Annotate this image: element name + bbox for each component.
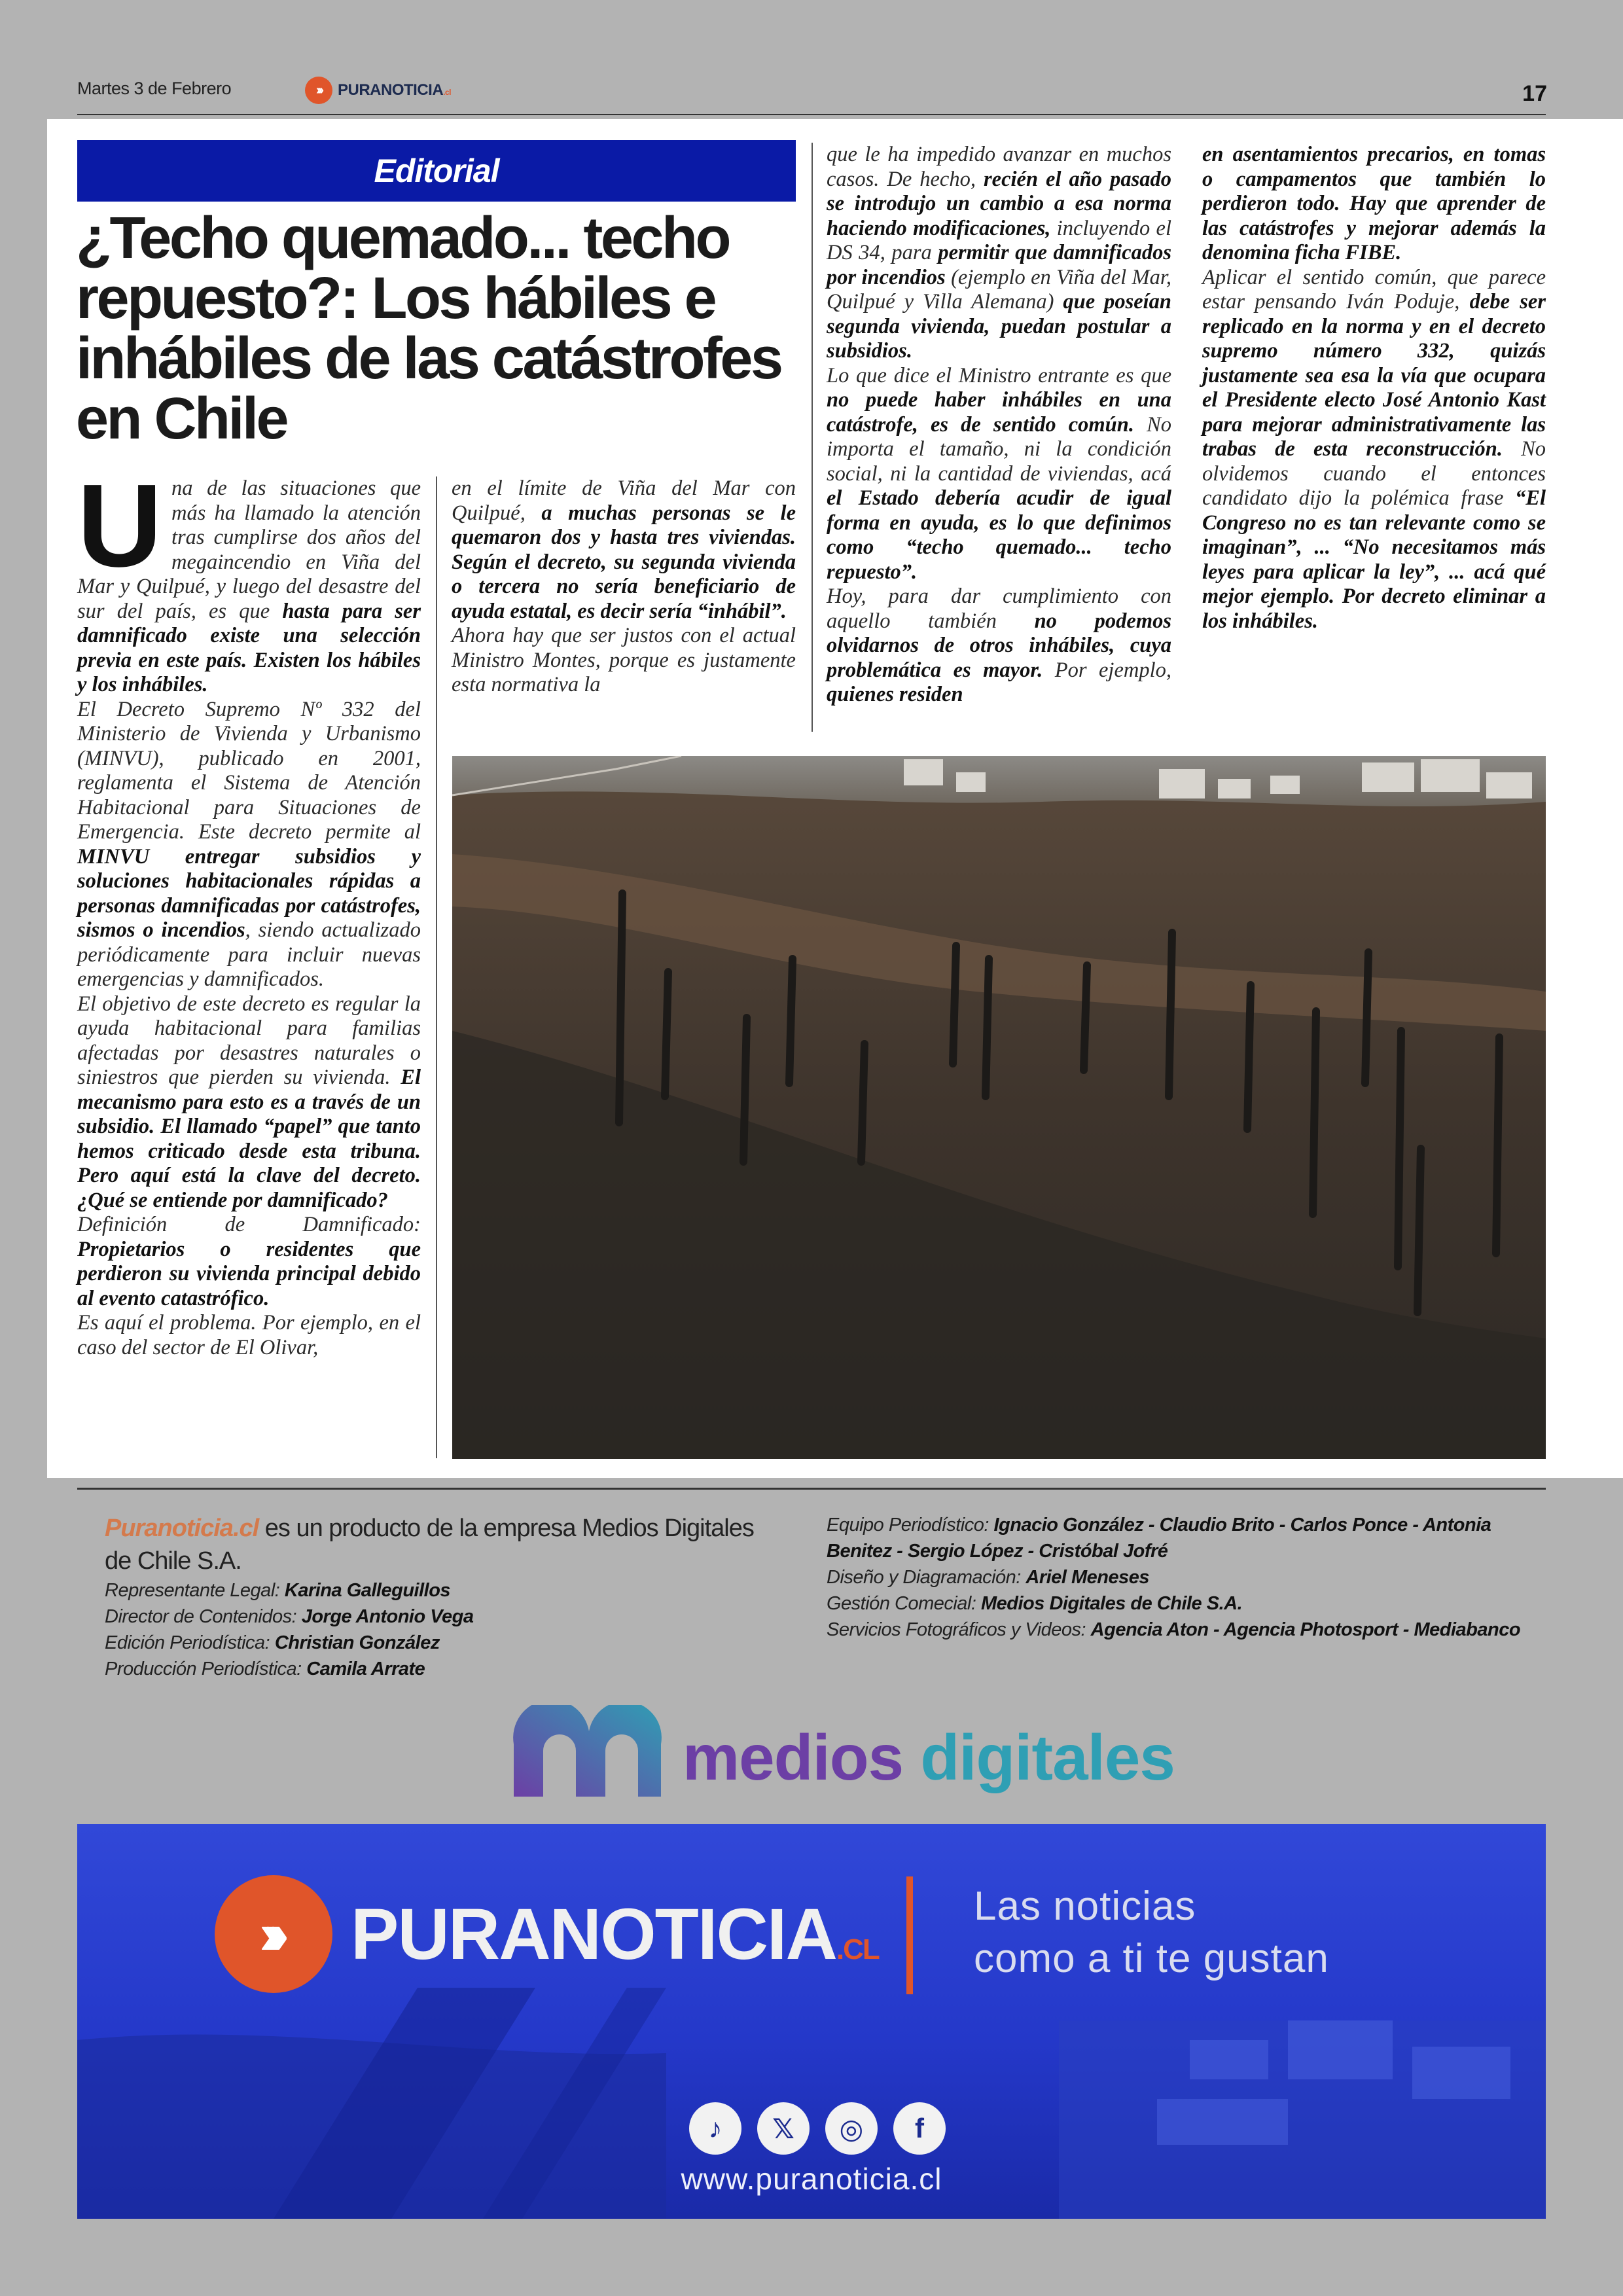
article-column-3: que le ha impedido avanzar en muchos casos. De hecho, recién el año pasado se introdujo un cambio a esa norma haciendo modificaciones, incluyendo el DS 34, para permitir que damnificados por incendios (ejemplo en Viña del Mar, Quilpué y Villa Alemana) que poseían segunda vivienda, puedan postular a subsidios. Lo que dice el Ministro entrante es que no puede haber inhábiles en una catástrofe, es de sentido común. No importa el tamaño, ni la condición social, ni la cantidad de viviendas, acá el Estado debería acudir de igual forma en ayuda, es lo que definimos como “techo quemado... techo repuesto”. Hoy, para dar cumplimiento con aquello también no podemos olvidarnos de otros inhábiles, cuya problemática es mayor. Por ejemplo, quienes residen: [827, 143, 1172, 706]
credit-line: Servicios Fotográficos y Videos: Agencia Aton - Agencia Photosport - Mediabanco: [827, 1619, 1521, 1640]
publisher-intro: Puranoticia.cl es un producto de la empresa Medios Digitales de Chile S.A.: [105, 1515, 754, 1575]
credits-right: [827, 1512, 1546, 1643]
instagram-icon[interactable]: ◎: [825, 2102, 878, 2155]
credit-line: Gestión Comecial: Medios Digitales de Chile S.A.: [827, 1593, 1243, 1614]
facebook-icon[interactable]: f: [893, 2102, 946, 2155]
credits-left: [105, 1512, 785, 1682]
credit-line: Equipo Periodístico: Ignacio González - Claudio Brito - Carlos Ponce - Antonia Benitez - Sergio López - Cristóbal Jofré: [827, 1515, 1491, 1562]
header-divider: [77, 114, 1546, 115]
md-mark-icon: [507, 1705, 664, 1810]
header-brand: PURANOTICIA.cl: [338, 81, 452, 99]
column-divider: [812, 143, 813, 732]
social-links: [689, 2102, 946, 2155]
credit-line: Diseño y Diagramación: Ariel Meneses: [827, 1567, 1149, 1588]
chevron-logo-icon: ›››: [305, 77, 332, 104]
headline: ¿Techo quemado... techo repuesto?: Los hábiles e inhábiles de las catástrofes en Chile: [76, 206, 781, 452]
banner-divider: [906, 1876, 913, 1994]
banner-tagline: Las noticias como a ti te gustan: [974, 1884, 1329, 1981]
article-photo: [452, 756, 1546, 1459]
page-date: Martes 3 de Febrero: [77, 79, 232, 98]
x-icon[interactable]: 𝕏: [757, 2102, 810, 2155]
article-column-1: Una de las situaciones que más ha llamado la atención tras cumplirse dos años del megaincendio en Viña del Mar y Quilpué, y luego del desastre del sur del país, es que hasta para ser damnificado existe una selección previa en este país. Existen los hábiles y los inhábiles. El Decreto Supremo Nº 332 del Ministerio de Vivienda y Urbanismo (MINVU), publicado en 2001, reglamenta el Sistema de Atención Habitacional para Situaciones de Emergencia. Este decreto permite al MINVU entregar subsidios y soluciones habitacionales rápidas a personas damnificadas por catástrofes, sismos o incendios, siendo actualizado periódicamente para incluir nuevas emergencias y damnificados. El objetivo de este decreto es regular la ayuda habitacional para familias afectadas por desastres naturales o siniestros que pierden su vivienda. El mecanismo para esto es a través de un subsidio. El llamado “papel” que tanto hemos criticado desde esta tribuna. Pero aquí está la clave del decreto. ¿Qué se entiende por damnificado? Definición de Damnificado: Propietarios o residentes que perdieron su vivienda principal debido al evento catastrófico. Es aquí el problema. Por ejemplo, en el caso del sector de El Olivar,: [77, 460, 421, 1359]
credit-line: Director de Contenidos: Jorge Antonio Vega: [105, 1606, 474, 1627]
tiktok-icon[interactable]: ♪: [689, 2102, 741, 2155]
page-number: 17: [1522, 81, 1547, 106]
footer-divider: [77, 1488, 1546, 1490]
banner-url[interactable]: www.puranoticia.cl: [681, 2162, 942, 2196]
credit-line: Edición Periodística: Christian González: [105, 1632, 440, 1653]
medios-digitales-wordmark: medios digitales: [683, 1721, 1175, 1793]
banner-brand: PURANOTICIA.CL: [351, 1893, 879, 1975]
header-logo[interactable]: [305, 77, 451, 104]
article-column-4: en asentamientos precarios, en tomas o campamentos que también lo perdieron todo. Hay que aprender de las catástrofes y mejorar además la denomina ficha FIBE. Aplicar el sentido común, que parece estar pensando Iván Poduje, debe ser replicado en la norma y en el decreto supremo número 332, quizás justamente sea esa la vía que ocupara el Presidente electo José Antonio Kast para mejorar administrativamente las trabas de esta reconstrucción. No olvidemos cuando el entonces candidato dijo la polémica frase “El Congreso no es tan relevante como se imaginan”, ... “No necesitamos más leyes para aplicar la ley”, ... acá qué mejor ejemplo. Por decreto eliminar a los inhábiles.: [1202, 143, 1546, 633]
drop-cap: U: [77, 460, 162, 592]
article-column-2: en el límite de Viña del Mar con Quilpué, a muchas personas se le quemaron dos y hasta tres viviendas. Según el decreto, su segunda vivienda o tercera no sería beneficiario de ayuda estatal, es decir sería “inhábil”. Ahora hay que ser justos con el actual Ministro Montes, porque es justamente esta normativa la: [452, 476, 796, 696]
column-divider: [436, 476, 437, 1458]
medios-digitales-logo[interactable]: [507, 1705, 1175, 1810]
chevron-logo-icon: ›››: [215, 1875, 332, 1993]
puranoticia-banner[interactable]: [77, 1824, 1546, 2219]
banner-logo: [215, 1875, 879, 1993]
credit-line: Representante Legal: Karina Galleguillos: [105, 1580, 451, 1601]
credit-line: Producción Periodística: Camila Arrate: [105, 1659, 425, 1679]
section-label: Editorial: [77, 140, 796, 202]
